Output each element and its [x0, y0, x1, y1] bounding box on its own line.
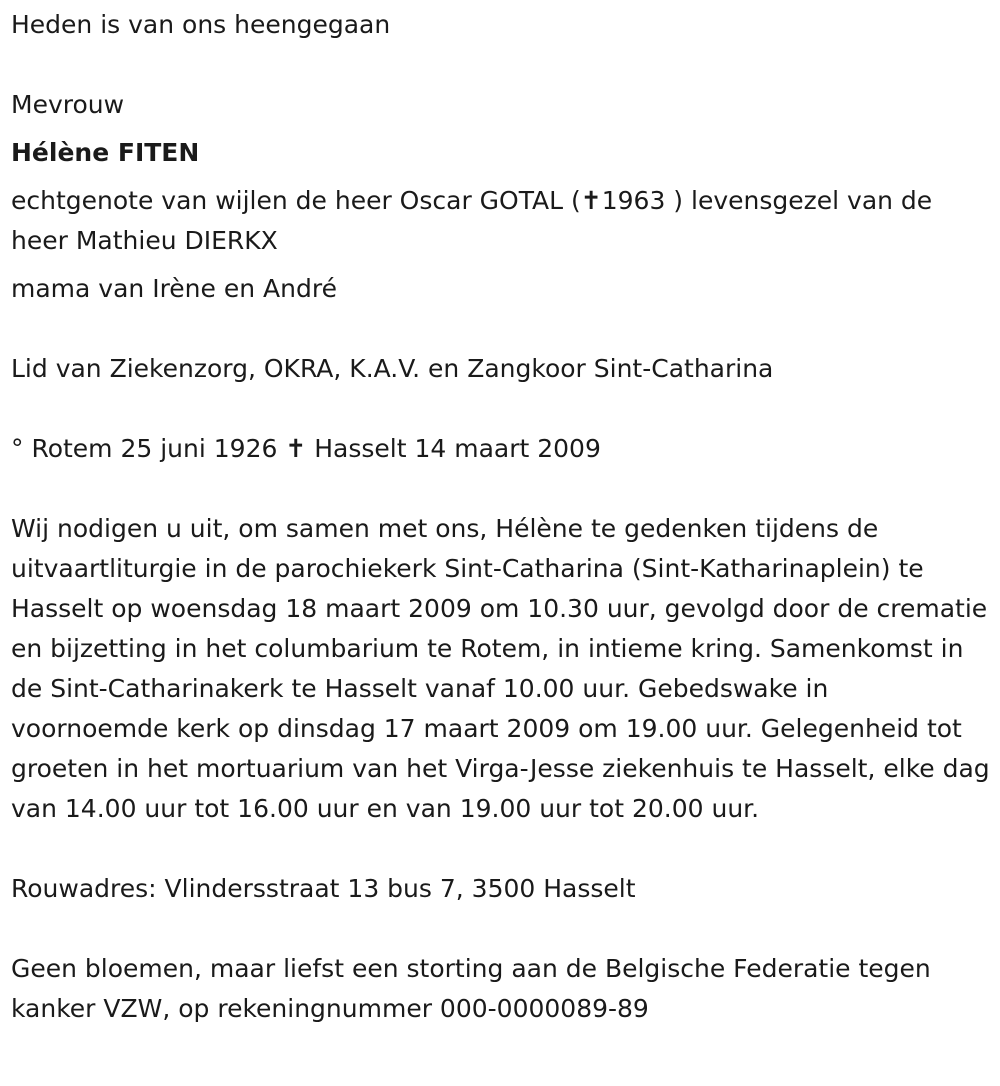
intro-line: Heden is van ons heengegaan [11, 10, 391, 39]
spacer [11, 469, 990, 509]
title-prefix: Mevrouw [11, 90, 125, 119]
birth-death-line: ° Rotem 25 juni 1926 ✝ Hasselt 14 maart 2009 [11, 434, 601, 463]
spacer [11, 829, 990, 869]
flowers-note: Geen bloemen, maar liefst een storting aan de Belgische Federatie tegen kanker VZW, op rekeningnummer 000-0000089-89 [11, 954, 931, 1023]
relation-line: echtgenote van wijlen de heer Oscar GOTAL (✝1963 ) levensgezel van de heer Mathieu DIERKX [11, 186, 933, 255]
deceased-name: Hélène FITEN [11, 138, 200, 167]
address-line: Rouwadres: Vlindersstraat 13 bus 7, 3500 Hasselt [11, 874, 636, 903]
spacer [11, 389, 990, 429]
spacer [11, 173, 990, 181]
memberships-line: Lid van Ziekenzorg, OKRA, K.A.V. en Zangkoor Sint-Catharina [11, 354, 774, 383]
children-line: mama van Irène en André [11, 274, 337, 303]
spacer [11, 909, 990, 949]
spacer [11, 309, 990, 349]
spacer [11, 261, 990, 269]
spacer [11, 125, 990, 133]
spacer [11, 45, 990, 85]
invitation-paragraph: Wij nodigen u uit, om samen met ons, Hélène te gedenken tijdens de uitvaartliturgie in de parochiekerk Sint-Catharina (Sint-Katharinaplein) te Hasselt op woensdag 18 maart 2009 om 10.30 uur, gevolgd door de crematie en bijzetting in het columbarium te Rotem, in intieme kring. Samenkomst in de Sint-Catharinakerk te Hasselt vanaf 10.00 uur. Gebedswake in voornoemde kerk op dinsdag 17 maart 2009 om 19.00 uur. Gelegenheid tot groeten in het mortuarium van het Virga-Jesse ziekenhuis te Hasselt, elke dag van 14.00 uur tot 16.00 uur en van 19.00 uur tot 20.00 uur. [11, 514, 990, 823]
